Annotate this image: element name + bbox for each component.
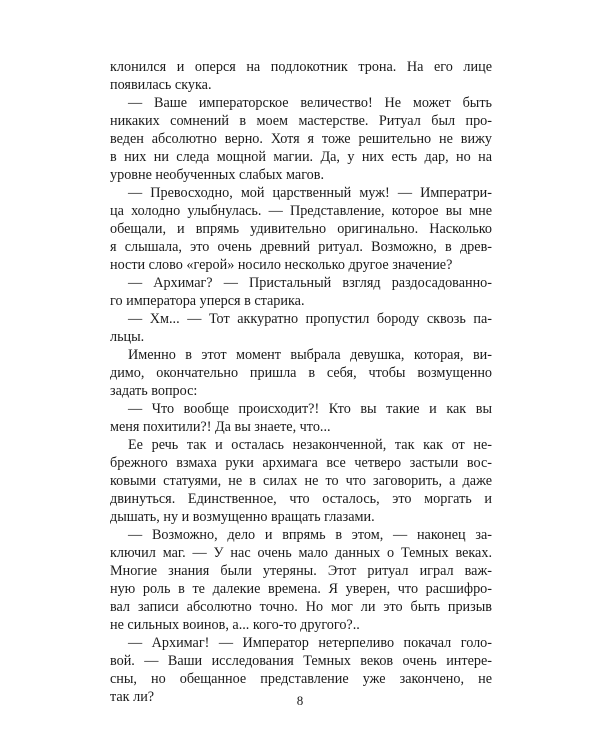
text-line: клонился и оперся на подлокотник трона. На его лице (110, 59, 492, 75)
body-text (110, 58, 492, 706)
text-line: сны, но обещанное представление уже закончено, не (110, 671, 492, 687)
text-line: — Ваше императорское величество! Не может быть (128, 95, 492, 111)
text-line: — Возможно, дело и впрямь в этом, — наконец за- (128, 527, 492, 543)
text-line: никаких сомнений в моем мастерстве. Ритуал был про- (110, 113, 492, 129)
text-line: Многие знания были утеряны. Этот ритуал играл важ- (110, 563, 492, 579)
text-line: уровне необученных слабых магов. (110, 167, 325, 183)
text-line: ковыми статуями, не в силах не то что заговорить, а даже (110, 473, 492, 489)
page-number: 8 (296, 693, 304, 708)
text-line: ную роль в те далекие времена. Я уверен, что расшифро- (110, 581, 492, 597)
text-line: в них ни следа мощной магии. Да, у них есть дар, но на (110, 149, 492, 165)
text-line: вой. — Ваши исследования Темных веков очень интере- (110, 653, 492, 669)
text-line: задать вопрос: (110, 383, 198, 399)
text-line: ца холодно улыбнулась. — Представление, которое вы мне (110, 203, 492, 219)
text-line: — Превосходно, мой царственный муж! — Императри- (128, 185, 492, 201)
text-line: вал записи абсолютно точно. Но мог ли это быть призыв (110, 599, 492, 615)
text-line: — Архимаг! — Император нетерпеливо покачал голо- (128, 635, 492, 651)
text-line: — Хм... — Тот аккуратно пропустил бороду сквозь па- (128, 311, 492, 327)
text-line: го императора уперся в старика. (110, 293, 305, 309)
text-line: — Архимаг? — Пристальный взгляд раздосадованно- (128, 275, 492, 291)
text-line: меня похитили?! Да вы знаете, что... (110, 419, 331, 435)
text-line: брежного взмаха руки архимага все четверо застыли вос- (110, 455, 492, 471)
text-line: двинуться. Единственное, что осталось, это моргать и (110, 491, 492, 507)
text-line: димо, окончательно пришла в себя, чтобы возмущенно (110, 365, 492, 381)
text-line: — Что вообще происходит?! Кто вы такие и как вы (128, 401, 492, 417)
text-line: Именно в этот момент выбрала девушка, которая, ви- (128, 347, 492, 363)
text-line: появилась скука. (110, 77, 212, 93)
text-line: обещали, и впрямь удивительно оригинально. Насколько (110, 221, 492, 237)
text-line: ности слово «герой» носило несколько другое значение? (110, 257, 453, 273)
text-line: ключил маг. — У нас очень мало данных о Темных веках. (110, 545, 492, 561)
text-line: так ли? (110, 689, 155, 705)
text-line: я слышала, это очень древний ритуал. Возможно, в древ- (110, 239, 492, 255)
text-line: льцы. (110, 329, 145, 345)
text-line: веден абсолютно верно. Хотя я тоже решительно не вижу (110, 131, 492, 147)
text-line: дышать, ну и возмущенно вращать глазами. (110, 509, 375, 525)
text-line: не сильных воинов, а... кого-то другого?.. (110, 617, 360, 633)
text-line: Ее речь так и осталась незаконченной, так как от не- (128, 437, 492, 453)
